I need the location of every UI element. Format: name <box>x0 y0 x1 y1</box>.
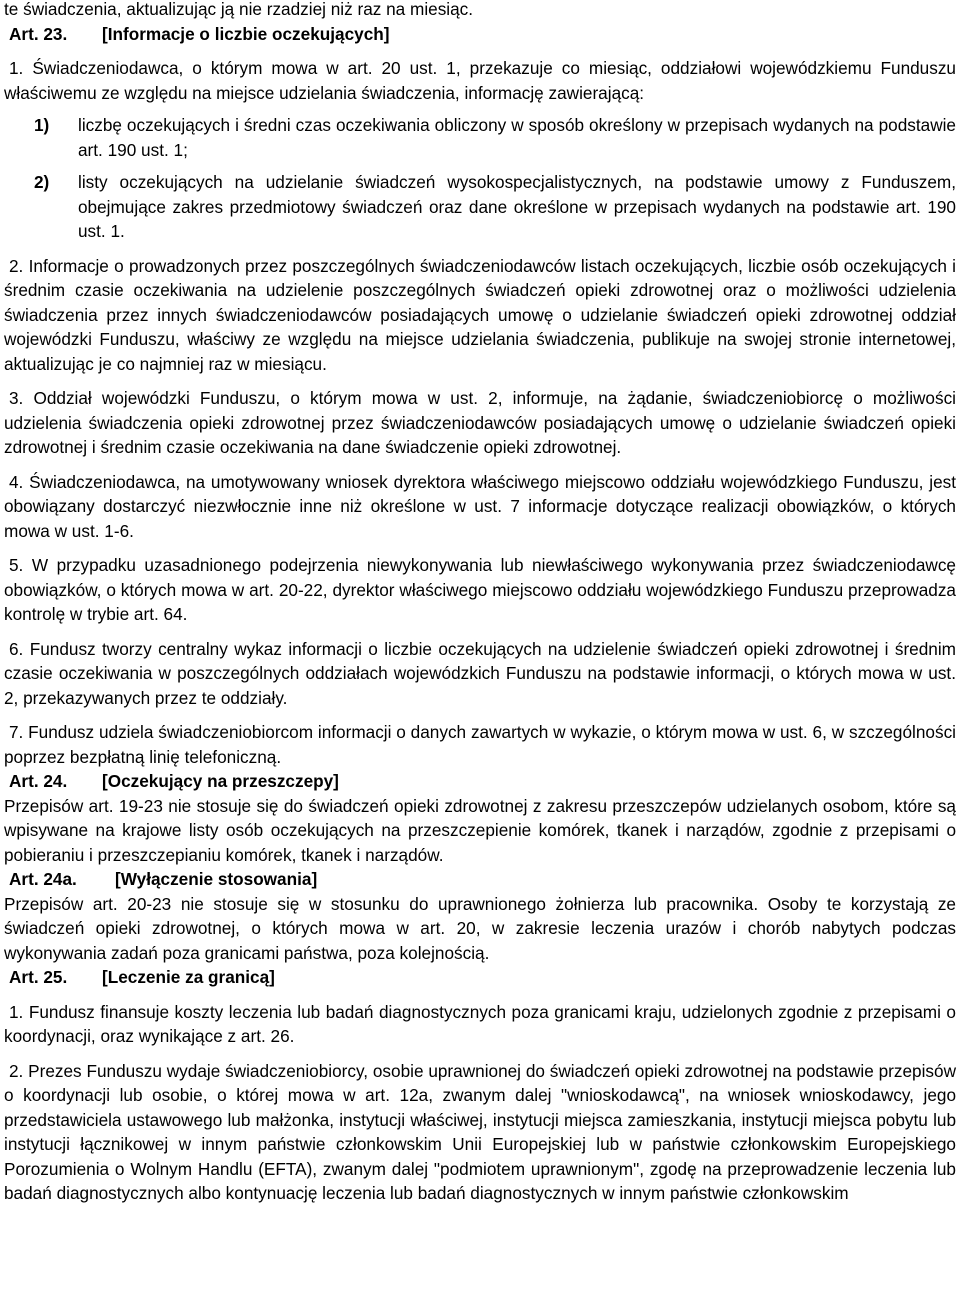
art23-paragraph-7: 7. Fundusz udziela świadczeniobiorcom informacji o danych zawartych w wykazie, o którym mowa w ust. 6, w szczególności poprzez bezpłatną linię telefoniczną. <box>4 722 956 767</box>
art23-number: Art. 23. <box>9 23 68 44</box>
art23-heading <box>4 22 956 47</box>
art24-text: Przepisów art. 19-23 nie stosuje się do świadczeń opieki zdrowotnej z zakresu przeszczepów udzielanych osobom, które są wpisywane na krajowe listy osób oczekujących na przeszczepienie komórek, tkanek i narządów, zgodnie z przepisami o pobieraniu i przeszczepianiu komórek, tkanek i narządów. <box>4 795 956 865</box>
art25-paragraph-2: 2. Prezes Funduszu wydaje świadczeniobiorcy, osobie uprawnionej do świadczeń opieki zdrowotnej na podstawie przepisów o koordynacji lub osobie, o której mowa w art. 12a, zwanym dalej "wnioskodawcą", na wniosek wnioskodawcy, jego przedstawiciela ustawowego lub małżonka, instytucji właściwej, instytucji miejsca zamieszkania, instytucji miejsca pobytu lub instytucji łącznikowej w innym państwie członkowskim Unii Europejskiej lub w państwie członkowskim Europejskiego Porozumienia o Wolnym Handlu (EFTA), zwanym dalej "podmiotem uprawnionym", zgodę na przeprowadzenie leczenia lub badań diagnostycznych albo kontynuację leczenia lub badań diagnostycznych w innym państwie członkowskim <box>4 1060 956 1203</box>
art23-title: [Informacje o liczbie oczekujących] <box>102 23 390 44</box>
art23-paragraph-5: 5. W przypadku uzasadnionego podejrzenia niewykonywania lub niewłaściwego wykonywania przez świadczeniodawcę obowiązków, o których mowa w art. 20-22, dyrektor właściwego miejscowo oddziału wojewódzkiego Funduszu przeprowadza kontrolę w trybie art. 64. <box>4 555 956 624</box>
art25-title: [Leczenie za granicą] <box>102 967 275 987</box>
art23-paragraph-2: 2. Informacje o prowadzonych przez poszczególnych świadczeniodawców listach oczekujących, liczbie osób oczekujących i średnim czasie oczekiwania na udzielenie poszczególnych świadczeń opieki zdrowotnej oraz o możliwości udzielenia świadczenia przez innych świadczeniodawców posiadających umowę o udzielanie świadczeń opieki zdrowotnej oddział wojewódzki Funduszu, właściwy ze względu na miejsce udzielania świadczenia, publikuje na swojej stronie internetowej, aktualizując je co najmniej raz w miesiącu. <box>4 255 956 374</box>
art24-title: [Oczekujący na przeszczepy] <box>102 771 339 791</box>
art23-paragraph-6: 6. Fundusz tworzy centralny wykaz informacji o liczbie oczekujących na udzielenie świadczeń opieki zdrowotnej i średnim czasie oczekiwania w poszczególnych oddziałach wojewódzkich Funduszu na podstawie informacji, o których mowa w ust. 2, przekazywanych przez te oddziały. <box>4 638 956 708</box>
art23-paragraph-1: 1. Świadczeniodawca, o którym mowa w art. 20 ust. 1, przekazuje co miesiąc, oddziałowi wojewódzkiemu Funduszu właściwemu ze względu na miejsce udzielania świadczenia, informację zawierającą: <box>4 58 956 103</box>
list-item-text: listy oczekujących na udzielanie świadczeń wysokospecjalistycznych, na podstawie umowy z Funduszem, obejmujące zakres przedmiotowy świadczeń oraz dane określone w przepisach wydanych na podstawie art. 190 ust. 1. <box>78 172 956 241</box>
art23-paragraph-3: 3. Oddział wojewódzki Funduszu, o którym mowa w ust. 2, informuje, na żądanie, świadczeniobiorcę o możliwości udzielenia świadczenia opieki zdrowotnej przez świadczeniodawców posiadających umowę o udzielanie świadczeń opieki zdrowotnej i średnim czasie oczekiwania na dane świadczenie opieki zdrowotnej. <box>4 388 956 457</box>
art25-paragraph-1: 1. Fundusz finansuje koszty leczenia lub badań diagnostycznych poza granicami kraju, udzielonych zgodnie z przepisami o koordynacji, oraz wynikające z art. 26. <box>4 1001 956 1046</box>
art24a-text: Przepisów art. 20-23 nie stosuje się w stosunku do uprawnionego żołnierza lub pracownika. Osoby te korzystają ze świadczeń opieki zdrowotnej, o których mowa w art. 20, w zakresie leczenia urazów i chorób nabytych podczas wykonywania zadań poza granicami państwa, poza kolejnością. <box>4 893 956 963</box>
list-item-number: 1) <box>34 115 50 135</box>
art25-heading <box>4 965 956 990</box>
art25-number: Art. 25. <box>9 967 68 987</box>
list-item <box>4 170 956 244</box>
art24-number: Art. 24. <box>9 771 68 791</box>
art23-list <box>4 113 956 244</box>
list-item <box>4 113 956 162</box>
document-page <box>4 0 956 1206</box>
intro-line: te świadczenia, aktualizując ją nie rzadziej niż raz na miesiąc. <box>4 0 474 19</box>
list-item-number: 2) <box>34 172 50 192</box>
art24a-title: [Wyłączenie stosowania] <box>115 869 318 889</box>
art23-paragraph-4: 4. Świadczeniodawca, na umotywowany wniosek dyrektora właściwego miejscowo oddziału wojewódzkiego Funduszu, jest obowiązany dostarczyć niezwłocznie inne niż określone w ust. 7 informacje dotyczące realizacji obowiązków, o których mowa w ust. 1-6. <box>4 471 956 541</box>
art24a-heading <box>4 867 956 892</box>
art24a-number: Art. 24a. <box>9 869 77 889</box>
art24-heading <box>4 769 956 794</box>
list-item-text: liczbę oczekujących i średni czas oczekiwania obliczony w sposób określony w przepisach wydanych na podstawie art. 190 ust. 1; <box>78 115 956 160</box>
